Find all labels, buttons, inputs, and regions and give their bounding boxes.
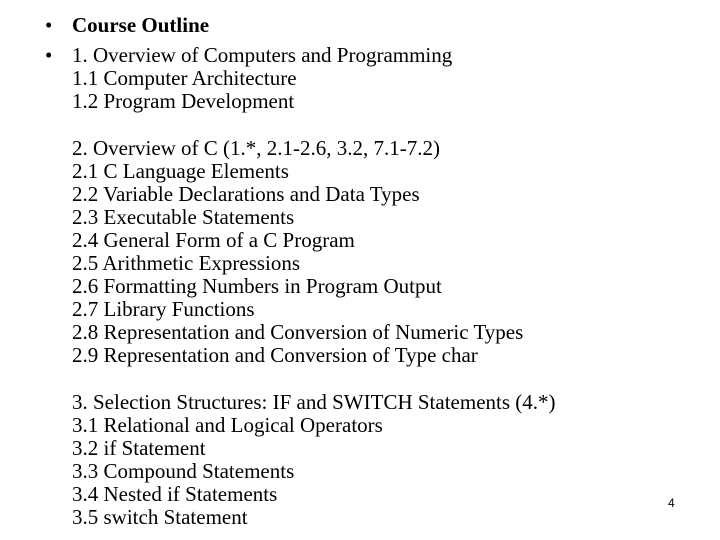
list-item: 3.4 Nested if Statements <box>72 482 278 506</box>
list-item: 2.6 Formatting Numbers in Program Output <box>72 274 442 298</box>
list-item: 2.3 Executable Statements <box>72 205 295 229</box>
section-2-heading: 2. Overview of C (1.*, 2.1-2.6, 3.2, 7.1-7.2) <box>72 136 441 160</box>
list-item: 3.1 Relational and Logical Operators <box>72 413 383 437</box>
list-item: 1.2 Program Development <box>72 89 295 113</box>
list-item: 2.4 General Form of a C Program <box>72 228 355 252</box>
list-item: 2.5 Arithmetic Expressions <box>72 251 301 275</box>
bullet-dot: • <box>45 13 53 37</box>
section-1-heading: 1. Overview of Computers and Programming <box>72 43 453 67</box>
list-item: 1.1 Computer Architecture <box>72 66 297 90</box>
page-number: 4 <box>668 496 675 510</box>
section-3-heading: 3. Selection Structures: IF and SWITCH Statements (4.*) <box>72 390 556 414</box>
list-item: 2.1 C Language Elements <box>72 159 289 183</box>
bullet-section-1 <box>45 44 452 67</box>
list-item: 3.2 if Statement <box>72 436 206 460</box>
list-item: 2.2 Variable Declarations and Data Types <box>72 182 420 206</box>
course-outline-title: Course Outline <box>72 13 210 37</box>
bullet-dot: • <box>45 43 53 67</box>
list-item: 2.8 Representation and Conversion of Numeric Types <box>72 320 524 344</box>
list-item: 2.9 Representation and Conversion of Type char <box>72 343 478 367</box>
list-item: 2.7 Library Functions <box>72 297 255 321</box>
list-item: 3.5 switch Statement <box>72 505 248 529</box>
bullet-course-outline <box>45 14 209 37</box>
list-item: 3.3 Compound Statements <box>72 459 295 483</box>
